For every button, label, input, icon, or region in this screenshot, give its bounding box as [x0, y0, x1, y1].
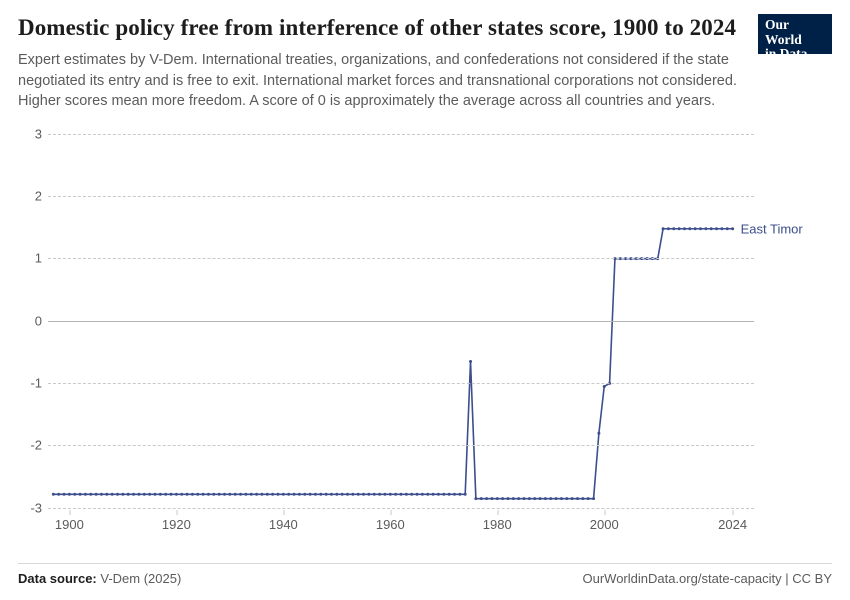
logo-line-1: Our World: [765, 17, 802, 47]
x-axis-tick-label: 2024: [718, 517, 747, 532]
series-point: [469, 360, 472, 363]
y-axis-tick-label: 0: [34, 313, 42, 329]
series-point: [437, 493, 440, 496]
series-label-east-timor[interactable]: East Timor: [740, 221, 803, 237]
series-point: [266, 493, 269, 496]
series-point: [271, 493, 274, 496]
series-point: [57, 493, 60, 496]
series-point: [587, 497, 590, 500]
x-axis-tick-mark: [733, 510, 734, 515]
series-point: [453, 493, 456, 496]
series-point: [490, 497, 493, 500]
series-point: [704, 227, 707, 230]
series-point: [576, 497, 579, 500]
y-axis-tick-label: -1: [30, 375, 42, 391]
series-point: [298, 493, 301, 496]
series-point: [405, 493, 408, 496]
series-point: [148, 493, 151, 496]
series-point: [603, 385, 606, 388]
series-point: [303, 493, 306, 496]
x-axis-tick-mark: [283, 510, 284, 515]
series-point: [159, 493, 162, 496]
series-point: [116, 493, 119, 496]
chart-subtitle: Expert estimates by V-Dem. International treaties, organizations, and confederations not considered if the state negotiated its entry and is free to exit. International market forces and transnational corporations not considered. Higher scores mean more freedom. A score of 0 is approximately the average across all countries and years.: [18, 52, 737, 110]
series-point: [362, 493, 365, 496]
y-axis-tick-label: -3: [30, 500, 42, 516]
series-point: [137, 493, 140, 496]
series-point: [539, 497, 542, 500]
series-point: [731, 227, 734, 230]
series-point: [244, 493, 247, 496]
footer-attribution: OurWorldinData.org/state-capacity | CC BY: [582, 571, 832, 586]
series-point: [528, 497, 531, 500]
x-axis-tick-label: 1940: [269, 517, 298, 532]
series-point: [293, 493, 296, 496]
y-axis-tick-label: 1: [34, 250, 42, 266]
series-point: [330, 493, 333, 496]
series-point: [378, 493, 381, 496]
series-point: [715, 227, 718, 230]
y-axis-tick-label: 3: [34, 126, 42, 142]
series-point: [533, 497, 536, 500]
y-axis-tick-label: -2: [30, 437, 42, 453]
series-point: [132, 493, 135, 496]
series-point: [223, 493, 226, 496]
series-point: [517, 497, 520, 500]
series-point: [458, 493, 461, 496]
series-point: [314, 493, 317, 496]
chart-area: [18, 128, 832, 548]
series-point: [581, 497, 584, 500]
series-point: [416, 493, 419, 496]
series-point: [426, 493, 429, 496]
gridline: [48, 134, 754, 135]
series-point: [234, 493, 237, 496]
chart-header: [18, 14, 832, 112]
series-point: [341, 493, 344, 496]
series-point: [683, 227, 686, 230]
series-point: [464, 493, 467, 496]
chart-footer: [18, 563, 832, 586]
x-axis-tick-mark: [390, 510, 391, 515]
data-source-label: Data source:: [18, 571, 97, 586]
x-axis-tick-label: 1960: [376, 517, 405, 532]
owid-logo[interactable]: [758, 14, 832, 62]
series-point: [389, 493, 392, 496]
series-point: [710, 227, 713, 230]
series-point: [373, 493, 376, 496]
series-point: [276, 493, 279, 496]
series-point: [571, 497, 574, 500]
series-point: [79, 493, 82, 496]
series-point: [448, 493, 451, 496]
x-axis-tick-label: 2000: [590, 517, 619, 532]
series-point: [218, 493, 221, 496]
series-point: [212, 493, 215, 496]
series-point: [694, 227, 697, 230]
series-point: [239, 493, 242, 496]
series-point: [544, 497, 547, 500]
series-point: [121, 493, 124, 496]
series-point: [474, 497, 477, 500]
series-point: [442, 493, 445, 496]
series-point: [667, 227, 670, 230]
gridline: [48, 321, 754, 322]
series-point: [127, 493, 130, 496]
series-point: [170, 493, 173, 496]
series-point: [319, 493, 322, 496]
series-point: [421, 493, 424, 496]
data-source: [18, 571, 181, 586]
series-point: [202, 493, 205, 496]
series-point: [367, 493, 370, 496]
series-point: [153, 493, 156, 496]
series-point: [523, 497, 526, 500]
x-axis-tick-mark: [176, 510, 177, 515]
page-title: Domestic policy free from interference of other states score, 1900 to 2024: [18, 15, 737, 40]
series-point: [68, 493, 71, 496]
series-point: [480, 497, 483, 500]
series-point: [357, 493, 360, 496]
data-source-value: V-Dem (2025): [100, 571, 182, 586]
series-point: [662, 227, 665, 230]
series-point: [196, 493, 199, 496]
series-point: [228, 493, 231, 496]
series-point: [325, 493, 328, 496]
series-point: [282, 493, 285, 496]
series-point: [688, 227, 691, 230]
series-point: [250, 493, 253, 496]
series-point: [186, 493, 189, 496]
series-point: [678, 227, 681, 230]
series-point: [485, 497, 488, 500]
series-point: [84, 493, 87, 496]
series-point: [207, 493, 210, 496]
series-point: [100, 493, 103, 496]
series-point: [191, 493, 194, 496]
series-point: [52, 493, 55, 496]
series-point: [496, 497, 499, 500]
series-point: [720, 227, 723, 230]
series-point: [351, 493, 354, 496]
series-point: [699, 227, 702, 230]
series-point: [394, 493, 397, 496]
series-point: [672, 227, 675, 230]
series-point: [89, 493, 92, 496]
gridline: [48, 383, 754, 384]
gridline: [48, 258, 754, 259]
series-point: [560, 497, 563, 500]
series-point: [726, 227, 729, 230]
series-point: [400, 493, 403, 496]
x-axis-tick-mark: [69, 510, 70, 515]
x-axis-tick-mark: [497, 510, 498, 515]
series-point: [180, 493, 183, 496]
y-axis-tick-label: 2: [34, 188, 42, 204]
x-axis-tick-label: 1920: [162, 517, 191, 532]
series-point: [111, 493, 114, 496]
series-point: [432, 493, 435, 496]
x-axis-tick-label: 1980: [483, 517, 512, 532]
plot-region[interactable]: [30, 126, 832, 532]
series-point: [175, 493, 178, 496]
series-point: [309, 493, 312, 496]
series-point: [383, 493, 386, 496]
series-line: [53, 229, 732, 499]
series-point: [255, 493, 258, 496]
series-point: [335, 493, 338, 496]
series-point: [143, 493, 146, 496]
series-point: [63, 493, 66, 496]
series-point: [512, 497, 515, 500]
series-point: [565, 497, 568, 500]
series-point: [260, 493, 263, 496]
series-point: [549, 497, 552, 500]
series-point: [592, 497, 595, 500]
series-point: [501, 497, 504, 500]
gridline: [48, 508, 754, 509]
logo-line-2: in Data: [765, 46, 808, 62]
series-point: [73, 493, 76, 496]
series-point: [164, 493, 167, 496]
series-point: [287, 493, 290, 496]
series-point: [555, 497, 558, 500]
x-axis-tick-label: 1900: [55, 517, 84, 532]
series-point: [506, 497, 509, 500]
series-point: [95, 493, 98, 496]
series-point: [410, 493, 413, 496]
gridline: [48, 445, 754, 446]
x-axis-tick-mark: [604, 510, 605, 515]
series-point: [346, 493, 349, 496]
series-point: [105, 493, 108, 496]
gridline: [48, 196, 754, 197]
series-point: [597, 431, 600, 434]
